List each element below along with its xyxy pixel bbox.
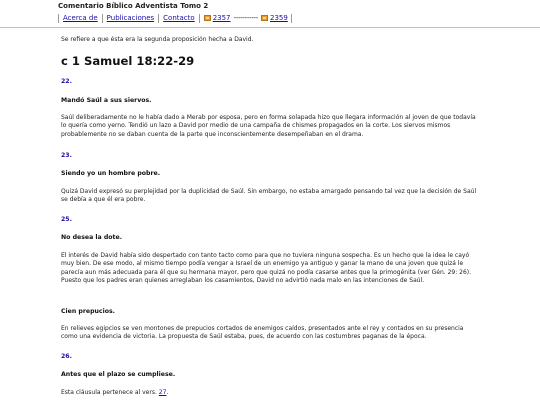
chapter-title: c 1 Samuel 18:22-29	[61, 54, 195, 68]
section-heading: Antes que el plazo se cumpliese.	[61, 371, 176, 378]
previous-page-icon	[204, 15, 211, 21]
verse-reference-link[interactable]: 27	[158, 389, 167, 396]
verse-number: 26.	[61, 353, 72, 360]
top-nav	[58, 13, 292, 24]
verse-number: 23.	[61, 152, 72, 159]
section-heading: Cien prepucios.	[61, 308, 116, 315]
commentary-paragraph: El interés de David había sido despertado con tanto tacto como para que no tuviera ninguna sospecha. Es un hecho que la idea le cayó muy bien. De ese modo, al mismo tiempo podía vengar a Israel de un enemigo ya antiguo y ganar la mano de una joven que quizá le parecía aun más adecuada para él que su hermana mayor, pero que quizá no podía casarse antes que la primogénita (ver Gén. 29: 26). Puesto que los padres eran quienes arreglaban los casamientos, David no advirtió nada malo en las intenciones de Saúl.	[61, 252, 472, 284]
verse-number: 22.	[61, 78, 72, 85]
section-heading: Mandó Saúl a sus siervos.	[61, 97, 152, 104]
page-separator-dashes: -----------	[233, 14, 259, 22]
next-page-link[interactable]	[260, 13, 291, 24]
intro-paragraph: Se refiere a que ésta era la segunda proposición hecha a David.	[61, 36, 254, 43]
nav-divider	[291, 14, 292, 23]
paragraph-text: .	[166, 389, 169, 396]
paragraph-text: Esta cláusula pertenece al vers.	[61, 389, 159, 396]
nav-link-publications[interactable]: Publicaciones	[106, 14, 155, 22]
commentary-paragraph: Quizá David expresó su perplejidad por la duplicidad de Saúl. Sin embargo, no estaba amargado pensando tal vez que la decisión de Saúl se debía a que él era pobre.	[61, 188, 477, 204]
book-title: Comentario Bíblico Adventista Tomo 2	[58, 2, 209, 10]
page-header	[0, 0, 540, 28]
next-page-icon	[261, 15, 268, 21]
section-heading: Siendo yo un hombre pobre.	[61, 170, 161, 177]
next-page-number: 2359	[270, 14, 288, 22]
nav-link-about[interactable]: Acerca de	[63, 14, 98, 22]
section-heading: No desea la dote.	[61, 234, 123, 241]
page-navigation	[200, 13, 291, 24]
prev-page-link[interactable]	[200, 13, 232, 24]
commentary-paragraph: Saúl deliberadamente no le había dado a Merab por esposa, pero en forma solapada hizo que llegara información al joven de que todavía lo quería como yerno. Tendió un lazo a David por medio de una campaña de chismes propagados en la corte. Los siervos mismos probablemente no se daban cuenta de la parte que inconscientemente desempeñaban en el drama.	[61, 114, 476, 138]
prev-page-number: 2357	[212, 14, 231, 22]
commentary-paragraph: En relieves egipcios se ven montones de prepucios cortados de enemigos caídos, presentados ante el rey y contados en su presencia como una evidencia de victoria. La propuesta de Saúl estaba, pues, de acuerdo con las costumbres paganas de la época.	[61, 325, 464, 341]
nav-link-contact[interactable]: Contacto	[163, 14, 195, 22]
verse-number: 25.	[61, 216, 72, 223]
commentary-paragraph	[61, 389, 477, 397]
